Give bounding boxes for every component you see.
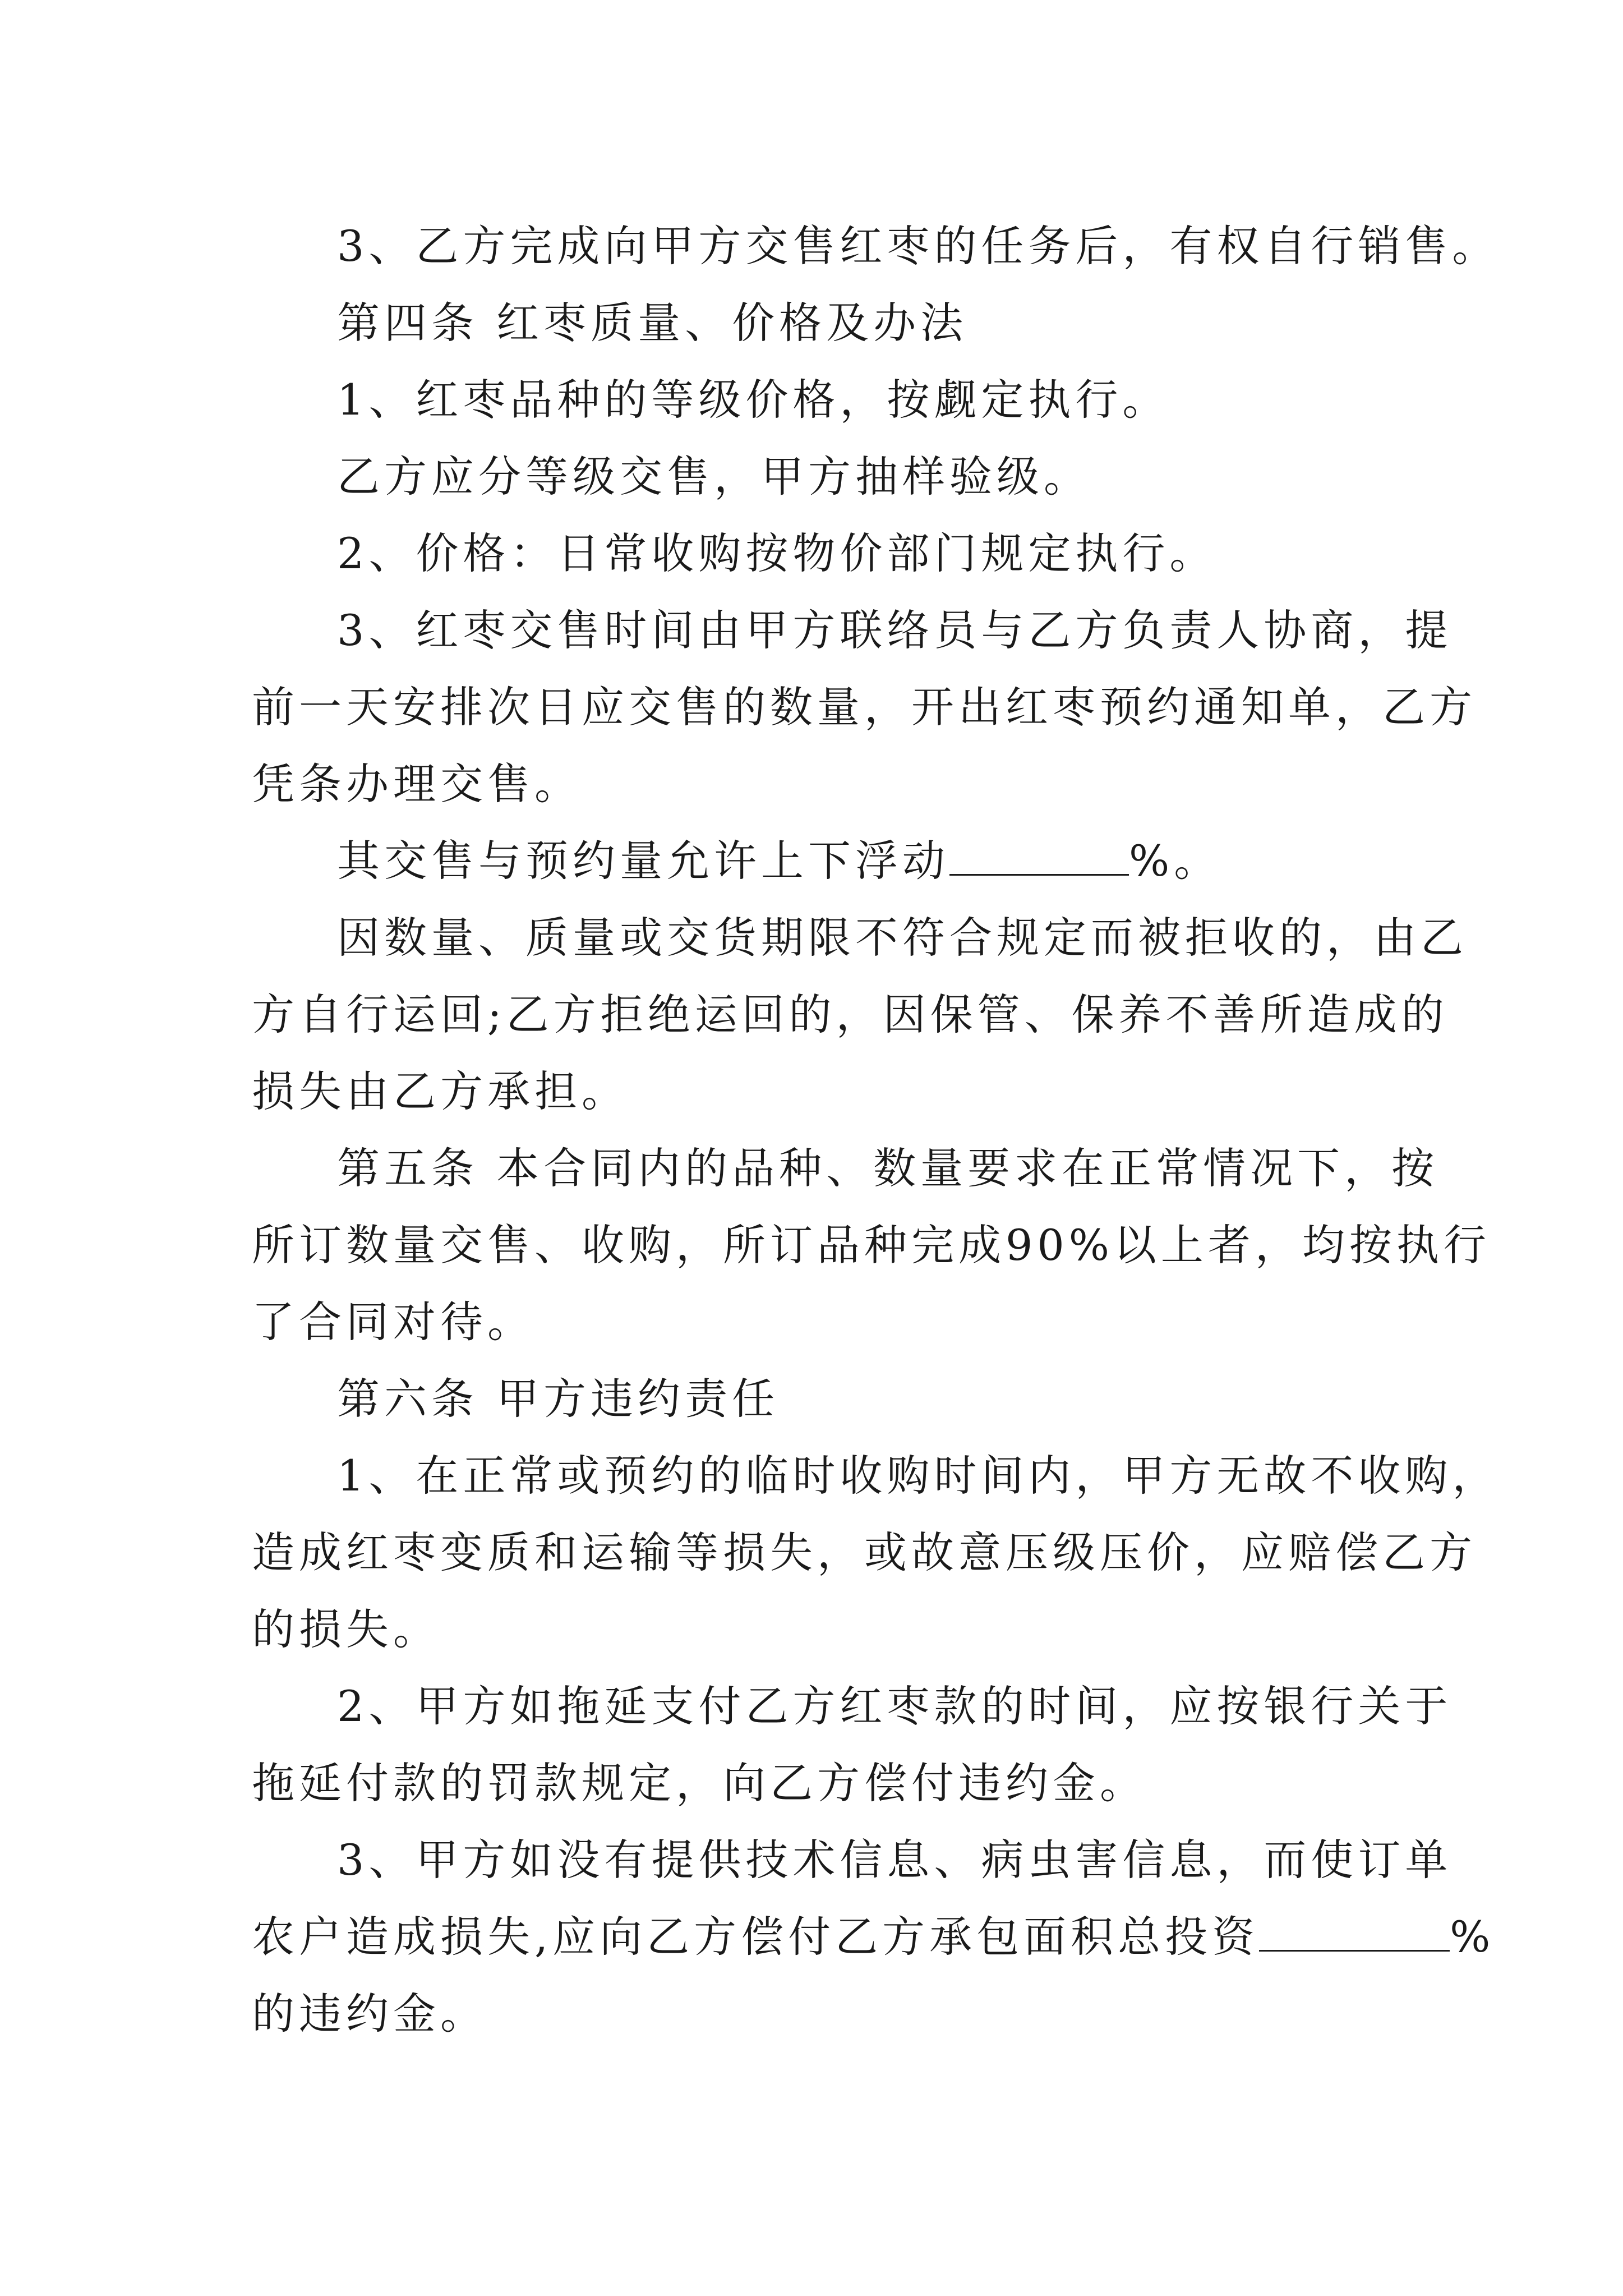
text-segment: %: [1450, 1912, 1495, 1962]
text-line: 凭条办理交售。: [252, 759, 582, 809]
text-line: 3、甲方如没有提供技术信息、病虫害信息，而使订单: [337, 1835, 1453, 1885]
contract-text: [252, 208, 1500, 2052]
text-line: 3、红枣交售时间由甲方联络员与乙方负责人协商，提: [337, 605, 1453, 655]
fill-in-blank: [949, 835, 1129, 876]
article-6-heading: [252, 1360, 1418, 1437]
text-line: [252, 1898, 1495, 1975]
text-line: 造成红枣变质和运输等损失，或故意压级压价，应赔偿乙方: [252, 1527, 1477, 1577]
paragraph-12: [252, 1668, 1453, 1821]
text-line: 第六条 甲方违约责任: [337, 1374, 780, 1424]
text-segment: 其交售与预约量允许上下浮动: [337, 836, 949, 886]
paragraph-4: [252, 438, 1418, 515]
paragraph-6: [252, 592, 1477, 822]
paragraph-3: [252, 361, 1418, 438]
text-line: 损失由乙方承担。: [252, 1066, 629, 1116]
text-line: 乙方应分等级交售，甲方抽样验级。: [337, 452, 1091, 501]
paragraph-5: [252, 515, 1418, 592]
paragraph-7: [252, 822, 1418, 899]
fill-in-blank: [1259, 1911, 1450, 1952]
text-line: 的损失。: [252, 1604, 440, 1654]
paragraph-1: [252, 208, 1500, 284]
text-line: 1、在正常或预约的临时收购时间内，甲方无故不收购，: [337, 1451, 1500, 1501]
article-5: [252, 1130, 1491, 1360]
text-line: 1、红枣品种的等级价格，按觑定执行。: [337, 375, 1170, 425]
text-segment: 农户造成损失,应向乙方偿付乙方承包面积总投资: [252, 1912, 1260, 1962]
text-line: 了合同对待。: [252, 1297, 534, 1347]
text-line: 第四条 红枣质量、价格及办法: [337, 298, 968, 348]
text-line: 前一天安排次日应交售的数量，开出红枣预约通知单，乙方: [252, 682, 1477, 732]
text-line: 第五条 本合同内的品种、数量要求在正常情况下，按: [337, 1143, 1439, 1193]
text-line: 3、乙方完成向甲方交售红枣的任务后，有权自行销售。: [337, 221, 1500, 271]
text-segment: %。: [1129, 836, 1221, 886]
text-line: 拖延付款的罚款规定，向乙方偿付违约金。: [252, 1758, 1147, 1808]
paragraph-11: [252, 1437, 1500, 1668]
text-line: 2、价格：日常收购按物价部门规定执行。: [337, 528, 1217, 578]
article-4-heading: [252, 284, 1418, 361]
text-line: 方自行运回;乙方拒绝运回的，因保管、保养不善所造成的: [252, 990, 1449, 1039]
paragraph-13: [252, 1821, 1495, 2052]
text-line: 所订数量交售、收购，所订品种完成90%以上者，均按执行: [252, 1220, 1491, 1270]
text-line: 2、甲方如拖延支付乙方红枣款的时间，应按银行关于: [337, 1681, 1453, 1731]
paragraph-8: [252, 899, 1468, 1130]
text-line: 因数量、质量或交货期限不符合规定而被拒收的，由乙: [337, 913, 1468, 963]
text-line: 的违约金。: [252, 1989, 487, 2039]
